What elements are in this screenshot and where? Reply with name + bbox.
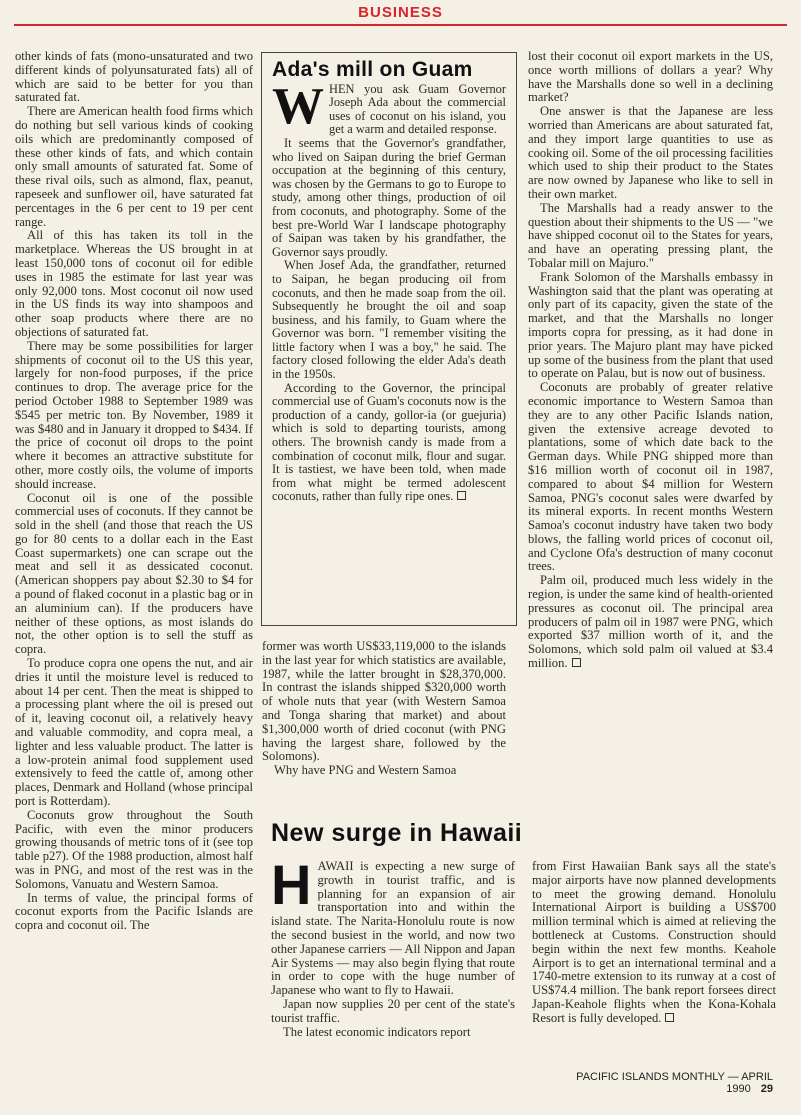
paragraph: Coconuts are probably of greater relative economic importance to Western Samoa than they are to any other Pacific Islands nation, given the extensive acreage devoted to plantations, some of which date back to the German days. While PNG shipped more than $16 million worth of coconut oil in 1987, compared to about $4 million for Western Samoa, PNG's coconut sales were dwarfed by its mineral exports. In recent months Western Samoa's coconut industry have taken two body blows, the falling world prices of coconut oil, and Cyclone Ofa's destruction of many coconut trees. bbox=[528, 380, 773, 574]
section-label: BUSINESS bbox=[358, 4, 443, 21]
paragraph-text: HEN you ask Guam Governor Joseph Ada about the commercial uses of coconut on his island, you get a warm and detailed response. bbox=[329, 81, 506, 137]
paragraph-text: AWAII is expecting a new surge of growth in tourist traffic, and is planning for an expansion of air transportation into and within the island state. The Narita-Honolulu route is now the second busiest in the world, and now two other Japanese carriers — All Nippon and Japan Air Systems — may also begin flying that route in order to cope with the huge number of Japanese who want to fly to Hawaii. bbox=[271, 859, 515, 998]
hawaii-column-1 bbox=[271, 853, 515, 1039]
paragraph bbox=[272, 77, 506, 137]
paragraph: Coconut oil is one of the possible commercial uses of coconuts. If they cannot be sold in the shell (and those that reach the US go for 80 cents to a dollar each in the East Coast supermarkets) one can scrape out the meat and sell it as dessicated coconut. (American shoppers pay about $2.30 to $4 for a pound of flaked coconut in a plastic bag or in an aluminium can). If the producers have neither of these options, as most islands do not, the other option is to sell the stuff as copra. bbox=[15, 490, 253, 657]
end-mark-icon bbox=[665, 1013, 674, 1022]
hawaii-headline: New surge in Hawaii bbox=[271, 819, 523, 847]
paragraph: All of this has taken its toll in the marketplace. Whereas the US brought in at least 150,000 tons of coconut oil for edible uses in 1985 the estimate for last year was only 92,000 tons. Most coconut oil now used in the US finds its way into shampoos and other soap products where there are no objections of saturated fat. bbox=[15, 228, 253, 339]
paragraph bbox=[271, 853, 515, 998]
sidebar-box-guam bbox=[261, 52, 517, 626]
drop-cap: W bbox=[272, 77, 324, 135]
paragraph: former was worth US$33,119,000 to the islands in the last year for which statistics are available, 1987, while the latter brought in $28,370,000. In contrast the islands shipped $320,000 worth of whole nuts that year (with Western Samoa and Tonga sharing that market) and about $1,300,000 worth of dried coconut (with PNG having the largest share, followed by the Solomons). bbox=[262, 639, 506, 764]
article-column-1 bbox=[15, 50, 253, 1100]
paragraph: Why have PNG and Western Samoa bbox=[274, 763, 457, 778]
section-rule bbox=[14, 24, 787, 26]
paragraph-text: According to the Governor, the principal commercial use of Guam's coconuts now is the production of a candy, gollor-ia (or guejuria) which is sold to departing tourists, among others. The brownish candy is made from a combination of coconut milk, flour and sugar. It is tastiest, we have been told, when made from what might be termed adolescent coconuts, rather than fully ripe ones. bbox=[272, 380, 506, 504]
end-mark-icon bbox=[457, 491, 466, 500]
page-number: 29 bbox=[760, 1083, 773, 1095]
paragraph: There are American health food firms which do nothing but sell various kinds of cooking oils which are predominantly composed of these other kinds of fats, and which contain only small amounts of saturated fat. Some of these rival oils, such as almond, flax, peanut, rapeseek and sunflower oil, have saturated fat percentages in the 6 per cent to 19 per cent range. bbox=[15, 104, 253, 229]
paragraph: Coconuts grow throughout the South Pacific, with even the minor producers growing thousands of metric tons of it (see top table p27). Of the 1988 production, almost half was in PNG, and most of the rest was in the Solomons, Vanuatu and Western Samoa. bbox=[15, 807, 253, 891]
paragraph: It seems that the Governor's grandfather, who lived on Saipan during the brief German occupation at the beginning of this century, was chosen by the Germans to go to Europe to study, among other things, production of oil from coconuts, and photography. Some of the best pre-World War I landscape photography of Saipan was taken by his grandfather, the Governor says proudly. bbox=[272, 135, 506, 259]
paragraph-text: from First Hawaiian Bank says all the state's major airports have now planned developments to meet the growing demand. Honolulu International Airport is building a US$700 million terminal which is aimed at relieving the bottleneck at Customs. Construction should begin within the next few months. Keahole Airport is to get an international terminal and a 1740-metre extension to its runway at a cost of US$74.4 million. The bank report forsees direct Japan-Keahole flights when the Kona-Kohala Resort is fully developed. bbox=[532, 859, 776, 1025]
paragraph: lost their coconut oil export markets in the US, once worth millions of dollars a year? Why have the Marshalls done so well in a declining market? bbox=[528, 49, 773, 105]
paragraph-text: Palm oil, produced much less widely in the region, is under the same kind of health-oriented pressures as coconut oil. The principal area producers of palm oil in 1987 were PNG, which exported $37 million worth of it, and the Solomons, which sold palm oil valued at $3.4 million. bbox=[528, 573, 773, 671]
page-footer bbox=[528, 1071, 773, 1095]
paragraph: The Marshalls had a ready answer to the question about their shipments to the US — "we have shipped coconut oil to the States for years, and have an operating pressing plant, the Tobalar mill on Majuro." bbox=[528, 200, 773, 270]
paragraph: other kinds of fats (mono-unsaturated and two different kinds of polyunsaturated fats) all of which are said to be better for you than saturated fat. bbox=[15, 49, 253, 105]
drop-cap: H bbox=[271, 853, 312, 916]
paragraph: To produce copra one opens the nut, and air dries it until the moisture level is reduced to about 14 per cent. Then the meat is shipped to a processing plant where the oil is presed out of it, leaving coconut oil, a relatively heavy and valuable commodity, and copra meal, a lighter and less valuable product. The latter is a low-protein animal food supplement used extensively to feed the cattle of, among other places, Denmark and Holland (whose principal port is Rotterdam). bbox=[15, 656, 253, 809]
paragraph bbox=[528, 574, 773, 671]
publication-line: PACIFIC ISLANDS MONTHLY — APRIL 1990 bbox=[576, 1071, 773, 1095]
hawaii-column-2 bbox=[532, 860, 776, 1026]
paragraph: In terms of value, the principal forms of coconut exports from the Pacific Islands are copra and coconut oil. The bbox=[15, 890, 253, 933]
paragraph: Frank Solomon of the Marshalls embassy in Washington said that the plant was operating at only part of its capacity, given the state of the market, and that the Marshalls no longer imports copra for pressing, as it had done in prior years. The Majuro plant may have picked up some of the business from the plant that used to operate on Palau, but is now out of business. bbox=[528, 269, 773, 381]
paragraph: There may be some possibilities for larger shipments of coconut oil to the US this year, largely for non-food purposes, if the price continues to drop. The average price for the period October 1988 to September 1989 was $545 per metric ton. By November, 1989 it was $480 and in January it dropped to $434. If the price of coconut oil drops to the point where it becomes an attractive substitute for other, more costly oils, the volume of imports should increase. bbox=[15, 338, 253, 491]
paragraph: When Josef Ada, the grandfather, returned to Saipan, he began producing oil from coconuts, and then he made soap from the oil. Subsequently he brought the oil and soap business, and his family, to Guam where the Governor was born. "I remember visiting the little factory when I was a boy," he said. The factory closed following the elder Ada's death in the 1950s. bbox=[272, 258, 506, 382]
section-header bbox=[0, 0, 801, 30]
end-mark-icon bbox=[572, 658, 581, 667]
paragraph bbox=[532, 860, 776, 1026]
box-title: Ada's mill on Guam bbox=[272, 58, 473, 81]
article-column-2 bbox=[262, 640, 506, 778]
article-column-3 bbox=[528, 50, 773, 671]
paragraph: The latest economic indicators report bbox=[283, 1024, 471, 1039]
paragraph: Japan now supplies 20 per cent of the state's tourist traffic. bbox=[271, 996, 515, 1025]
paragraph bbox=[272, 382, 506, 504]
paragraph: One answer is that the Japanese are less worried than Americans are about saturated fat, and they import large quantities to use as cooking oil. Some of the oil processing facilities which used to ship their product to the States are now owned by Japanese who like to sell in their own market. bbox=[528, 104, 773, 201]
